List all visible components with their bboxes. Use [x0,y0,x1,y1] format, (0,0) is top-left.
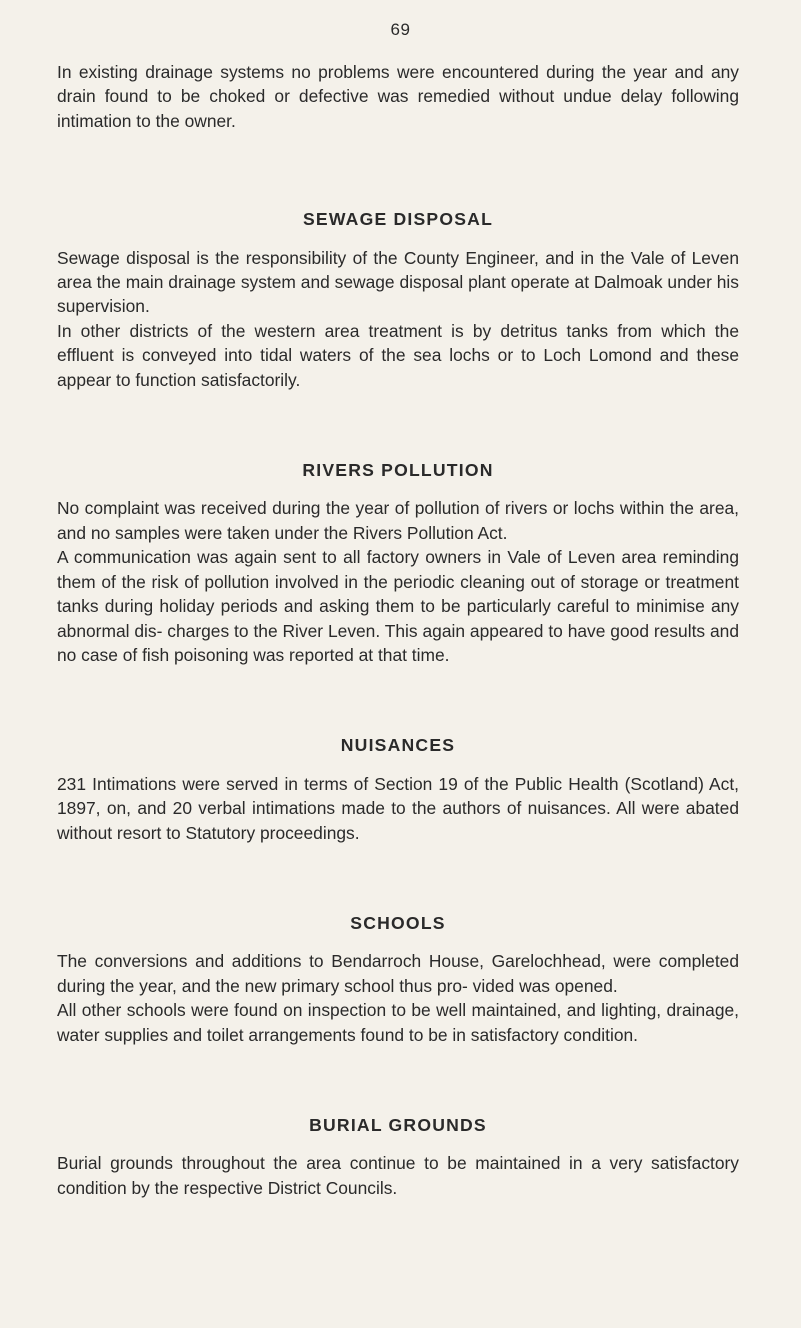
section-heading: RIVERS POLLUTION [302,460,494,481]
section-paragraph: In other districts of the western area treatment is by detritus tanks from which the effluent is conveyed into tidal waters of the sea lochs or to Loch Lomond and these appear to function satisfactorily. [57,320,739,390]
section-heading: SCHOOLS [350,912,446,933]
section-paragraph: 231 Intimations were served in terms of Section 19 of the Public Health (Scotland) Act, 1897, on, and 20 verbal intimations made to the authors of nuisances. All were abated without resort to Statutory proceedings. [57,773,739,843]
section-paragraph: A communication was again sent to all factory owners in Vale of Leven area reminding them of the risk of pollution involved in the periodic cleaning out of storage or treatment tanks during holiday periods and asking them to be particularly careful to minimise any abnormal dis- charges to the River Leven. This again appeared to have good results and no case of fish poisoning was reported at that time. [57,547,739,665]
section-paragraph: Sewage disposal is the responsibility of the County Engineer, and in the Vale of Leven area the main drainage system and sewage disposal plant operate at Dalmoak under his supervision. [57,247,739,317]
section-paragraph: The conversions and additions to Bendarroch House, Garelochhead, were completed during the year, and the new primary school thus pro- vided was opened. [57,951,739,996]
section-schools [57,911,739,1047]
section-heading: NUISANCES [340,735,456,756]
section-paragraph: All other schools were found on inspection to be well maintained, and lighting, drainage, water supplies and toilet arrangements found to be in satisfactory condition. [57,1000,739,1045]
page-body [57,60,739,1200]
section-nuisances [57,733,739,845]
section-heading: SEWAGE DISPOSAL [302,209,494,230]
section-burial-grounds [57,1113,739,1200]
section-sewage-disposal [57,207,739,392]
section-heading: BURIAL GROUNDS [309,1114,487,1135]
intro-paragraph: In existing drainage systems no problems were encountered during the year and any drain found to be choked or defective was remedied without undue delay following intimation to the owner. [57,62,739,131]
section-paragraph: Burial grounds throughout the area continue to be maintained in a very satisfactory condition by the respective District Councils. [57,1153,739,1198]
section-rivers-pollution [57,458,739,667]
section-paragraph: No complaint was received during the year of pollution of rivers or lochs within the area, and no samples were taken under the Rivers Pollution Act. [57,498,739,543]
page-number: 69 [390,20,411,39]
